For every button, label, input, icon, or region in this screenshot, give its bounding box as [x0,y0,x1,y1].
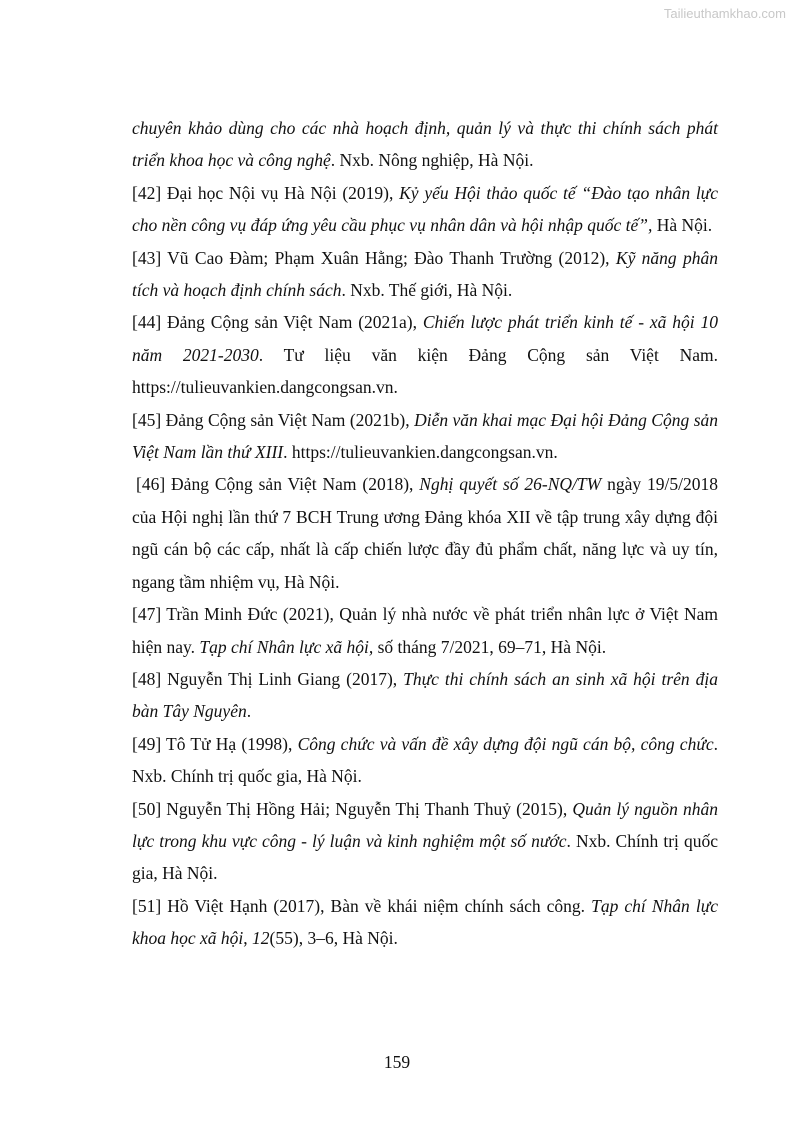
reference-entry-51: [51] Hồ Việt Hạnh (2017), Bàn về khái niệm chính sách công. Tạp chí Nhân lực khoa học xã hội, 12(55), 3–6, Hà Nội. [132,895,719,949]
reference-entry-45: [45] Đảng Cộng sản Việt Nam (2021b), Diễn văn khai mạc Đại hội Đảng Cộng sản Việt Nam lần thứ XIII. https://tulieuvankien.dangcongsan.vn. [132,409,718,463]
reference-entry-42: [42] Đại học Nội vụ Hà Nội (2019), Kỷ yếu Hội thảo quốc tế “Đào tạo nhân lực cho nền công vụ đáp ứng yêu cầu phục vụ nhân dân và hội nhập quốc tế”, Hà Nội. [132,182,718,236]
watermark-text: Tailieuthamkhao.com [663,6,786,21]
reference-entry-48: [48] Nguyễn Thị Linh Giang (2017), Thực thi chính sách an sinh xã hội trên địa bàn Tây Nguyên. [132,668,718,722]
reference-entry-49: [49] Tô Tử Hạ (1998), Công chức và vấn đề xây dựng đội ngũ cán bộ, công chức. Nxb. Chính trị quốc gia, Hà Nội. [132,733,719,787]
reference-entry-44: [44] Đảng Cộng sản Việt Nam (2021a), Chiến lược phát triển kinh tế - xã hội 10 năm 2021-2030. Tư liệu văn kiện Đảng Cộng sản Việt Nam. https://tulieuvankien.dangcongsan.vn. [132,312,719,398]
page-number: 159 [383,1052,411,1072]
reference-entry-47: [47] Trần Minh Đức (2021), Quản lý nhà nước về phát triển nhân lực ở Việt Nam hiện nay. Tạp chí Nhân lực xã hội, số tháng 7/2021, 69–71, Hà Nội. [132,604,718,657]
reference-entry-41-continued: chuyên khảo dùng cho các nhà hoạch định, quản lý và thực thi chính sách phát triển khoa học và công nghệ. Nxb. Nông nghiệp, Hà Nội. [132,118,718,171]
reference-entry-50: [50] Nguyễn Thị Hồng Hải; Nguyễn Thị Thanh Thuỷ (2015), Quản lý nguồn nhân lực trong khu vực công - lý luận và kinh nghiệm một số nước. Nxb. Chính trị quốc gia, Hà Nội. [132,798,718,884]
reference-entry-43: [43] Vũ Cao Đàm; Phạm Xuân Hằng; Đào Thanh Trường (2012), Kỹ năng phân tích và hoạch định chính sách. Nxb. Thế giới, Hà Nội. [132,247,718,301]
reference-list [132,112,718,955]
reference-entry-46: [46] Đảng Cộng sản Việt Nam (2018), Nghị quyết số 26-NQ/TW ngày 19/5/2018 của Hội nghị lần thứ 7 BCH Trung ương Đảng khóa XII về tập trung xây dựng đội ngũ cán bộ các cấp, nhất là cấp chiến lược đầy đủ phẩm chất, năng lực và uy tín, ngang tầm nhiệm vụ, Hà Nội. [132,474,719,592]
